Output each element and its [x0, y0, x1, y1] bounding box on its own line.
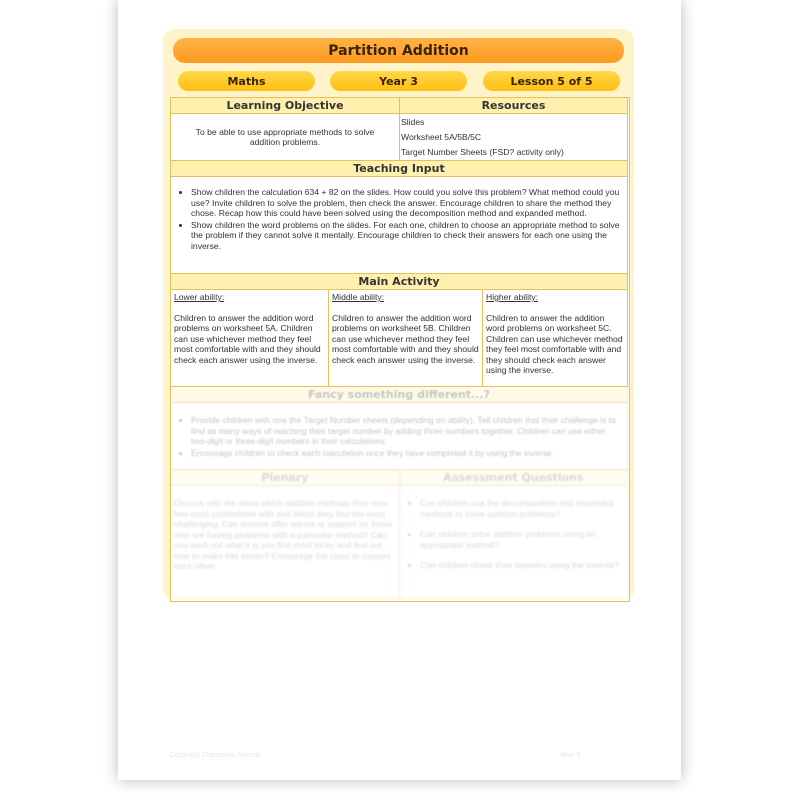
plenary-header: Plenary — [170, 469, 400, 486]
footer-left: Copyright Classroom Secrets — [170, 752, 262, 759]
subject-pill: Maths — [178, 71, 315, 91]
assessment-item: • Can children check their answers using the inverse? — [420, 560, 624, 571]
teaching-header: Teaching Input — [170, 160, 628, 177]
objective-header: Learning Objective — [170, 97, 400, 114]
resource-item: Slides — [401, 117, 425, 127]
assessment-item: • Can children use the decomposition and expanded methods to solve addition problems? — [420, 498, 624, 519]
objective-text: To be able to use appropriate methods to solve addition problems. — [195, 126, 375, 147]
lower-ability-cell — [170, 289, 329, 387]
resources-cell — [399, 113, 628, 161]
main-activity-header: Main Activity — [170, 273, 628, 290]
year-pill: Year 3 — [330, 71, 467, 91]
assessment-item: • Can children solve addition problems using an appropriate method? — [420, 529, 624, 550]
resource-item: Target Number Sheets (FSD? activity only) — [401, 147, 564, 157]
middle-ability-text: Children to answer the addition word problems on worksheet 5B. Children can use whichever method they feel most comfortable with and they should check each answer using the inverse. — [332, 312, 479, 365]
fancy-header: Fancy something different...? — [170, 386, 628, 403]
fancy-cell — [170, 402, 628, 470]
teaching-item: • Show children the word problems on the slides. For each one, children to choose an appropriate method to solve the problem if they cannot solve it mentally. Encourage children to check their answers for each one using the inverse. — [191, 220, 624, 252]
footer-right: Year 3 — [560, 752, 580, 759]
assessment-header: Assessment Questions — [399, 469, 628, 486]
plenary-text: Discuss with the class which addition methods they now feel most comfortable with and which they find the most challenging. Can anyone offer advice or support for those who are having problems with a particular method? Can you work out what it is you find most tricky and find out how to make this easier? Encourage the class to support each other. — [174, 498, 393, 571]
plenary-cell — [170, 485, 400, 600]
higher-ability-title: Higher ability: — [486, 292, 539, 302]
middle-ability-cell — [328, 289, 483, 387]
middle-ability-title: Middle ability: — [332, 292, 385, 302]
resource-item: Worksheet 5A/5B/5C — [401, 132, 482, 142]
higher-ability-text: Children to answer the addition word problems on worksheet 5C. Children can use whichever method they feel most comfortable with and they should check each answer using the inverse. — [486, 312, 623, 375]
lower-ability-text: Children to answer the addition word problems on worksheet 5A. Children can use whichever method they feel most comfortable with and they should check each answer using the inverse. — [174, 312, 321, 365]
fancy-item: • Provide children with one the Target Number sheets (depending on ability). Tell children that their challenge is to find as many ways of reaching their target number by adding three numbers together. Children can use either two-digit or three-digit numbers in their calculations. — [191, 415, 624, 447]
higher-ability-cell — [482, 289, 628, 387]
objective-cell — [170, 113, 400, 161]
fancy-item: • Encourage children to check each calculation once they have completed it by using the inverse. — [191, 448, 624, 459]
lesson-pill: Lesson 5 of 5 — [483, 71, 620, 91]
teaching-item: • Show children the calculation 634 + 82 on the slides. How could you solve this problem? What method could you use? Invite children to solve the problem, then check the answer. Encourage children to share the method they chose. Recap how this could have been solved using the decomposition method and expanded method. — [191, 187, 624, 219]
resources-header: Resources — [399, 97, 628, 114]
page-title: Partition Addition — [173, 38, 624, 63]
assessment-cell — [399, 485, 628, 600]
teaching-cell — [170, 176, 628, 274]
lower-ability-title: Lower ability: — [174, 292, 225, 302]
